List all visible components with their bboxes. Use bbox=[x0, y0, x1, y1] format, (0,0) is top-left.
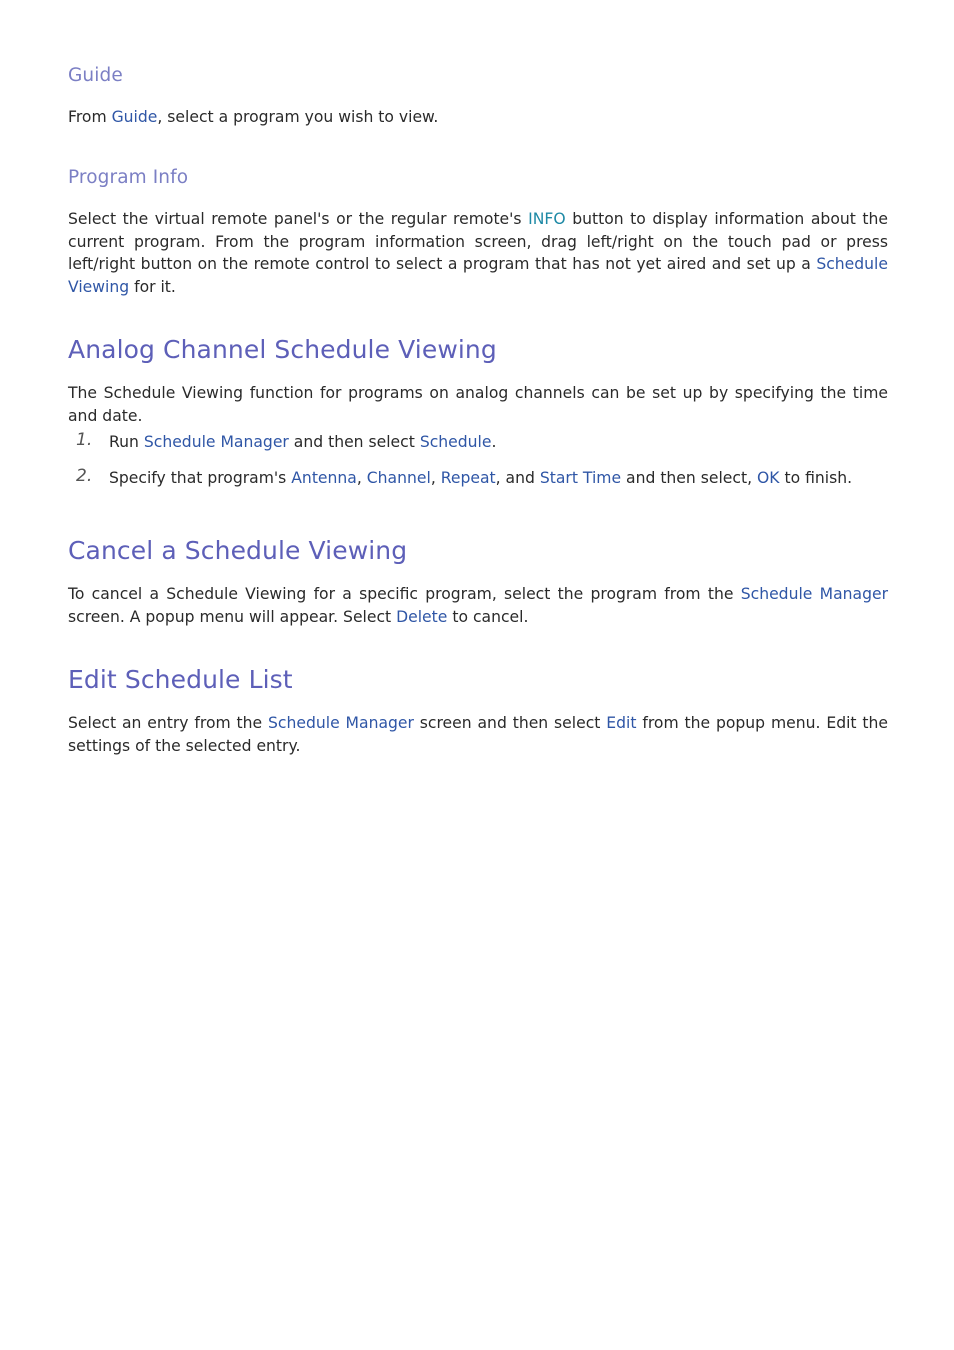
schedule-manager-keyword: Schedule Manager bbox=[268, 714, 414, 732]
step-2-text bbox=[109, 467, 852, 490]
cancel-text-end: to cancel. bbox=[447, 607, 529, 626]
step-1-text-end: . bbox=[491, 433, 497, 451]
step-2-separator-1: , bbox=[356, 469, 367, 487]
delete-keyword: Delete bbox=[396, 607, 448, 626]
program-info-text: Select the virtual remote panel's or the regular remote's bbox=[68, 210, 529, 228]
edit-text-end: from the popup menu. Edit the settings of the selected entry. bbox=[68, 714, 888, 755]
step-1-text-start: Run bbox=[109, 433, 144, 451]
start-time-keyword: Start Time bbox=[539, 469, 622, 487]
schedule-keyword: Schedule bbox=[419, 433, 492, 451]
step-2-text-end: to finish. bbox=[779, 469, 853, 487]
guide-text-end: , select a program you wish to view. bbox=[157, 108, 439, 126]
cancel-heading: Cancel a Schedule Viewing bbox=[68, 536, 408, 565]
step-1-text bbox=[109, 431, 496, 454]
channel-keyword: Channel bbox=[366, 469, 431, 487]
ok-keyword: OK bbox=[757, 469, 780, 487]
step-2-separator-2: , bbox=[430, 469, 441, 487]
schedule-manager-keyword: Schedule Manager bbox=[740, 585, 888, 603]
edit-text: Select an entry from the bbox=[68, 714, 269, 732]
edit-text-middle: screen and then select bbox=[413, 714, 607, 732]
guide-heading: Guide bbox=[68, 65, 123, 86]
guide-keyword: Guide bbox=[111, 108, 158, 126]
step-1-number: 1. bbox=[76, 430, 93, 450]
edit-keyword: Edit bbox=[606, 714, 637, 732]
repeat-keyword: Repeat bbox=[440, 469, 496, 487]
program-info-text-end: for it. bbox=[129, 277, 176, 296]
program-info-heading: Program Info bbox=[68, 167, 189, 188]
antenna-keyword: Antenna bbox=[291, 469, 357, 487]
guide-paragraph bbox=[68, 106, 888, 129]
program-info-text-middle: button to display information about the current program. From the program information screen, drag left/right on the touch pad or press left/right button on the remote control to select a program that has not yet aired and set up a bbox=[68, 210, 889, 273]
step-1-text-middle: and then select bbox=[288, 433, 420, 451]
step-2-text-and: , and bbox=[495, 469, 540, 487]
analog-intro-paragraph: The Schedule Viewing function for programs on analog channels can be set up by specifying the time and date. bbox=[68, 384, 888, 425]
cancel-text: To cancel a Schedule Viewing for a specific program, select the program from the bbox=[68, 585, 741, 603]
step-2-number: 2. bbox=[76, 466, 93, 486]
guide-text: From bbox=[68, 108, 112, 126]
program-info-paragraph bbox=[68, 208, 888, 298]
step-2-text-select: and then select, bbox=[621, 469, 757, 487]
cancel-paragraph bbox=[68, 583, 888, 628]
edit-paragraph bbox=[68, 712, 888, 757]
info-keyword: INFO bbox=[528, 210, 566, 228]
edit-heading: Edit Schedule List bbox=[68, 665, 293, 694]
step-2-text-start: Specify that program's bbox=[109, 469, 292, 487]
schedule-viewing-keyword: Schedule Viewing bbox=[68, 255, 888, 296]
analog-heading: Analog Channel Schedule Viewing bbox=[68, 335, 497, 364]
schedule-manager-keyword: Schedule Manager bbox=[143, 433, 289, 451]
cancel-text-middle: screen. A popup menu will appear. Select bbox=[68, 607, 397, 626]
